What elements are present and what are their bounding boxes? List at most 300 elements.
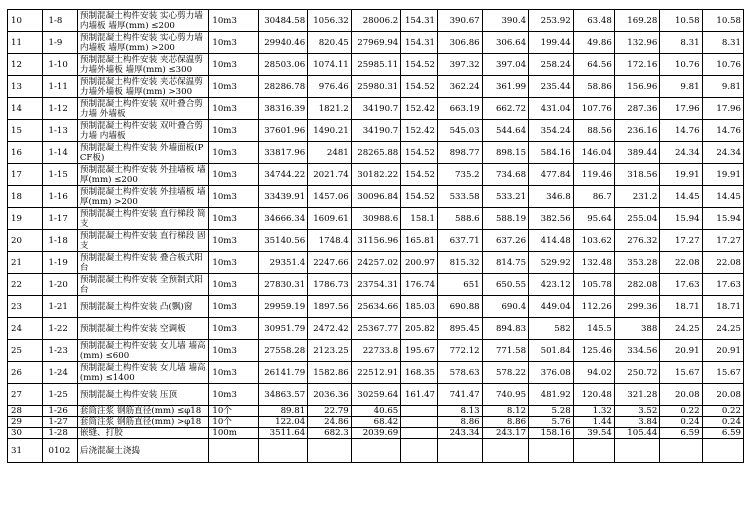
value-cell: 38316.39 — [258, 98, 308, 120]
row-index: 17 — [8, 164, 43, 186]
value-cell: 29959.19 — [258, 296, 308, 318]
value-cell: 34863.57 — [258, 384, 308, 406]
value-cell: 24.25 — [702, 318, 743, 340]
value-cell: 169.28 — [614, 10, 660, 32]
value-cell: 637.26 — [482, 230, 528, 252]
value-cell: 15.94 — [660, 208, 702, 230]
table-row — [8, 296, 744, 318]
item-name: 套筒注浆 钢筋直径(mm) >φ18 — [77, 417, 209, 428]
value-cell: 2021.74 — [308, 164, 352, 186]
item-name: 预制混凝土构件安装 直行梯段 简支 — [77, 208, 209, 230]
value-cell: 682.3 — [308, 428, 352, 439]
value-cell: 650.55 — [482, 274, 528, 296]
row-index: 10 — [8, 10, 43, 32]
value-cell: 34190.7 — [351, 120, 401, 142]
value-cell: 39.54 — [573, 428, 614, 439]
value-cell: 8.86 — [438, 417, 483, 428]
item-name: 预制混凝土构件安装 凸(飘)窗 — [77, 296, 209, 318]
value-cell: 156.96 — [614, 76, 660, 98]
value-cell: 63.48 — [573, 10, 614, 32]
value-cell: 423.12 — [529, 274, 574, 296]
value-cell: 24.25 — [660, 318, 702, 340]
item-name: 预制混凝土构件安装 双叶叠合剪力墙 内墙板 — [77, 120, 209, 142]
value-cell: 1748.4 — [308, 230, 352, 252]
value-cell: 231.2 — [614, 186, 660, 208]
value-cell: 14.45 — [702, 186, 743, 208]
item-name: 预制混凝土构件安装 全预制式阳台 — [77, 274, 209, 296]
value-cell: 1056.32 — [308, 10, 352, 32]
value-cell: 389.44 — [614, 142, 660, 164]
quota-code: 1-9 — [42, 32, 77, 54]
value-cell: 34744.22 — [258, 164, 308, 186]
table-row — [8, 186, 744, 208]
item-name: 预制混凝土构件安装 外墙面板(PCF板) — [77, 142, 209, 164]
item-name: 预制混凝土构件安装 女儿墙 墙高(mm) ≤1400 — [77, 362, 209, 384]
value-cell: 10.58 — [702, 10, 743, 32]
quota-table — [7, 9, 744, 463]
value-cell: 6.59 — [702, 428, 743, 439]
value-cell: 28265.88 — [351, 142, 401, 164]
value-cell: 236.16 — [614, 120, 660, 142]
value-cell: 8.13 — [438, 406, 483, 417]
value-cell: 2123.25 — [308, 340, 352, 362]
value-cell: 578.22 — [482, 362, 528, 384]
value-cell: 2039.69 — [351, 428, 401, 439]
table-row — [8, 98, 744, 120]
value-cell: 354.24 — [529, 120, 574, 142]
value-cell: 306.86 — [438, 32, 483, 54]
value-cell: 814.75 — [482, 252, 528, 274]
row-index: 28 — [8, 406, 43, 417]
row-index: 30 — [8, 428, 43, 439]
value-cell: 19.91 — [660, 164, 702, 186]
value-cell: 195.67 — [401, 340, 438, 362]
value-cell: 17.96 — [660, 98, 702, 120]
value-cell: 3.84 — [614, 417, 660, 428]
value-cell: 154.52 — [401, 186, 438, 208]
value-cell: 24.86 — [308, 417, 352, 428]
quota-code: 1-18 — [42, 230, 77, 252]
value-cell: 0.24 — [702, 417, 743, 428]
value-cell: 741.47 — [438, 384, 483, 406]
value-cell — [308, 439, 352, 463]
unit: 10m3 — [209, 186, 258, 208]
value-cell: 243.17 — [482, 428, 528, 439]
value-cell: 28006.2 — [351, 10, 401, 32]
value-cell: 690.4 — [482, 296, 528, 318]
unit: 10m3 — [209, 384, 258, 406]
value-cell: 250.72 — [614, 362, 660, 384]
value-cell: 8.12 — [482, 406, 528, 417]
item-name: 预制混凝土构件安装 外挂墙板 墙厚(mm) ≤200 — [77, 164, 209, 186]
table-row — [8, 362, 744, 384]
quota-code: 1-22 — [42, 318, 77, 340]
value-cell: 30951.79 — [258, 318, 308, 340]
value-cell: 25634.66 — [351, 296, 401, 318]
value-cell: 165.81 — [401, 230, 438, 252]
row-index: 15 — [8, 120, 43, 142]
row-index: 31 — [8, 439, 43, 463]
value-cell: 1074.11 — [308, 54, 352, 76]
value-cell: 362.24 — [438, 76, 483, 98]
value-cell: 20.08 — [702, 384, 743, 406]
value-cell: 33817.96 — [258, 142, 308, 164]
unit — [209, 439, 258, 463]
value-cell: 3511.64 — [258, 428, 308, 439]
value-cell: 154.31 — [401, 10, 438, 32]
value-cell: 5.28 — [529, 406, 574, 417]
value-cell: 29351.4 — [258, 252, 308, 274]
value-cell: 376.08 — [529, 362, 574, 384]
value-cell: 390.4 — [482, 10, 528, 32]
value-cell: 588.6 — [438, 208, 483, 230]
value-cell: 205.82 — [401, 318, 438, 340]
table-row — [8, 142, 744, 164]
quota-code: 1-15 — [42, 164, 77, 186]
unit: 10m3 — [209, 252, 258, 274]
value-cell: 31156.96 — [351, 230, 401, 252]
value-cell: 28286.78 — [258, 76, 308, 98]
value-cell: 22.79 — [308, 406, 352, 417]
item-name: 预制混凝土构件安装 直行梯段 固支 — [77, 230, 209, 252]
table-row — [8, 318, 744, 340]
unit: 10m3 — [209, 208, 258, 230]
value-cell: 3.52 — [614, 406, 660, 417]
row-index: 25 — [8, 340, 43, 362]
quota-code: 1-8 — [42, 10, 77, 32]
value-cell: 27830.31 — [258, 274, 308, 296]
value-cell: 582 — [529, 318, 574, 340]
value-cell: 306.64 — [482, 32, 528, 54]
unit: 100m — [209, 428, 258, 439]
value-cell: 0.22 — [702, 406, 743, 417]
value-cell: 361.99 — [482, 76, 528, 98]
quota-code: 1-26 — [42, 406, 77, 417]
row-index: 20 — [8, 230, 43, 252]
value-cell: 154.52 — [401, 76, 438, 98]
unit: 10m3 — [209, 142, 258, 164]
value-cell: 1582.86 — [308, 362, 352, 384]
value-cell: 258.24 — [529, 54, 574, 76]
value-cell: 30259.64 — [351, 384, 401, 406]
value-cell: 1786.73 — [308, 274, 352, 296]
value-cell: 318.56 — [614, 164, 660, 186]
value-cell: 1.32 — [573, 406, 614, 417]
value-cell: 501.84 — [529, 340, 574, 362]
table-row — [8, 54, 744, 76]
value-cell — [401, 439, 438, 463]
value-cell: 89.81 — [258, 406, 308, 417]
unit: 10m3 — [209, 32, 258, 54]
value-cell: 243.34 — [438, 428, 483, 439]
value-cell: 22733.8 — [351, 340, 401, 362]
table-row — [8, 32, 744, 54]
value-cell: 146.04 — [573, 142, 614, 164]
unit: 10m3 — [209, 296, 258, 318]
value-cell: 772.12 — [438, 340, 483, 362]
value-cell: 255.04 — [614, 208, 660, 230]
value-cell: 30484.58 — [258, 10, 308, 32]
value-cell: 533.21 — [482, 186, 528, 208]
value-cell: 14.76 — [660, 120, 702, 142]
value-cell: 584.16 — [529, 142, 574, 164]
quota-code: 1-10 — [42, 54, 77, 76]
item-name: 套筒注浆 钢筋直径(mm) ≤φ18 — [77, 406, 209, 417]
table-row — [8, 340, 744, 362]
value-cell: 390.67 — [438, 10, 483, 32]
quota-code: 1-21 — [42, 296, 77, 318]
value-cell: 253.92 — [529, 10, 574, 32]
value-cell: 1.44 — [573, 417, 614, 428]
value-cell — [482, 439, 528, 463]
row-index: 13 — [8, 76, 43, 98]
value-cell: 9.81 — [660, 76, 702, 98]
value-cell: 477.84 — [529, 164, 574, 186]
value-cell: 95.64 — [573, 208, 614, 230]
value-cell: 481.92 — [529, 384, 574, 406]
quota-code: 1-27 — [42, 417, 77, 428]
value-cell: 0.22 — [660, 406, 702, 417]
value-cell: 154.52 — [401, 164, 438, 186]
value-cell: 64.56 — [573, 54, 614, 76]
value-cell: 200.97 — [401, 252, 438, 274]
value-cell: 544.64 — [482, 120, 528, 142]
value-cell: 88.56 — [573, 120, 614, 142]
value-cell — [660, 439, 702, 463]
value-cell: 321.28 — [614, 384, 660, 406]
value-cell: 734.68 — [482, 164, 528, 186]
value-cell: 49.86 — [573, 32, 614, 54]
value-cell: 334.56 — [614, 340, 660, 362]
value-cell: 588.19 — [482, 208, 528, 230]
value-cell: 19.91 — [702, 164, 743, 186]
value-cell: 25980.31 — [351, 76, 401, 98]
value-cell: 353.28 — [614, 252, 660, 274]
value-cell — [401, 406, 438, 417]
value-cell: 105.78 — [573, 274, 614, 296]
value-cell — [702, 439, 743, 463]
value-cell: 107.76 — [573, 98, 614, 120]
unit: 10m3 — [209, 164, 258, 186]
table-row — [8, 230, 744, 252]
value-cell: 145.5 — [573, 318, 614, 340]
table-row — [8, 164, 744, 186]
value-cell: 22.08 — [660, 252, 702, 274]
table-row — [8, 120, 744, 142]
value-cell: 68.42 — [351, 417, 401, 428]
value-cell: 431.04 — [529, 98, 574, 120]
value-cell: 24.34 — [702, 142, 743, 164]
value-cell: 1821.2 — [308, 98, 352, 120]
quota-code: 1-24 — [42, 362, 77, 384]
value-cell: 17.96 — [702, 98, 743, 120]
value-cell: 2472.42 — [308, 318, 352, 340]
value-cell: 663.19 — [438, 98, 483, 120]
value-cell: 8.31 — [660, 32, 702, 54]
table-row — [8, 252, 744, 274]
value-cell: 1457.06 — [308, 186, 352, 208]
value-cell: 8.86 — [482, 417, 528, 428]
value-cell: 30182.22 — [351, 164, 401, 186]
value-cell: 815.32 — [438, 252, 483, 274]
table-row — [8, 417, 744, 428]
value-cell: 30988.6 — [351, 208, 401, 230]
value-cell: 662.72 — [482, 98, 528, 120]
row-index: 11 — [8, 32, 43, 54]
value-cell: 37601.96 — [258, 120, 308, 142]
quota-code: 0102 — [42, 439, 77, 463]
value-cell: 27558.28 — [258, 340, 308, 362]
row-index: 12 — [8, 54, 43, 76]
quota-code: 1-28 — [42, 428, 77, 439]
value-cell: 5.76 — [529, 417, 574, 428]
value-cell — [529, 439, 574, 463]
unit: 10m3 — [209, 340, 258, 362]
value-cell: 9.81 — [702, 76, 743, 98]
value-cell: 22512.91 — [351, 362, 401, 384]
value-cell: 740.95 — [482, 384, 528, 406]
value-cell: 199.44 — [529, 32, 574, 54]
unit: 10个 — [209, 417, 258, 428]
value-cell: 40.65 — [351, 406, 401, 417]
value-cell: 282.08 — [614, 274, 660, 296]
quota-code: 1-11 — [42, 76, 77, 98]
value-cell: 20.91 — [660, 340, 702, 362]
value-cell: 346.8 — [529, 186, 574, 208]
quota-code: 1-23 — [42, 340, 77, 362]
quota-code: 1-12 — [42, 98, 77, 120]
value-cell: 1609.61 — [308, 208, 352, 230]
value-cell: 172.16 — [614, 54, 660, 76]
value-cell: 449.04 — [529, 296, 574, 318]
value-cell: 24.34 — [660, 142, 702, 164]
quota-code: 1-20 — [42, 274, 77, 296]
item-name: 预制混凝土构件安装 双叶叠合剪力墙 外墙板 — [77, 98, 209, 120]
value-cell — [401, 428, 438, 439]
value-cell: 0.24 — [660, 417, 702, 428]
row-index: 18 — [8, 186, 43, 208]
value-cell: 414.48 — [529, 230, 574, 252]
value-cell: 1897.56 — [308, 296, 352, 318]
value-cell: 2247.66 — [308, 252, 352, 274]
value-cell: 154.52 — [401, 142, 438, 164]
value-cell — [351, 439, 401, 463]
value-cell: 132.48 — [573, 252, 614, 274]
value-cell: 388 — [614, 318, 660, 340]
value-cell: 105.44 — [614, 428, 660, 439]
value-cell: 29940.46 — [258, 32, 308, 54]
value-cell: 168.35 — [401, 362, 438, 384]
value-cell: 976.46 — [308, 76, 352, 98]
value-cell: 299.36 — [614, 296, 660, 318]
value-cell: 771.58 — [482, 340, 528, 362]
value-cell: 17.63 — [660, 274, 702, 296]
value-cell: 122.04 — [258, 417, 308, 428]
value-cell: 25367.77 — [351, 318, 401, 340]
unit: 10m3 — [209, 98, 258, 120]
value-cell: 33439.91 — [258, 186, 308, 208]
value-cell: 17.27 — [660, 230, 702, 252]
item-name: 预制混凝土构件安装 空调板 — [77, 318, 209, 340]
value-cell: 17.27 — [702, 230, 743, 252]
unit: 10m3 — [209, 120, 258, 142]
value-cell: 20.91 — [702, 340, 743, 362]
value-cell — [401, 417, 438, 428]
table-row — [8, 428, 744, 439]
row-index: 26 — [8, 362, 43, 384]
value-cell: 86.7 — [573, 186, 614, 208]
value-cell: 185.03 — [401, 296, 438, 318]
item-name: 预制混凝土构件安装 实心剪力墙 内墙板 墙厚(mm) >200 — [77, 32, 209, 54]
value-cell: 637.71 — [438, 230, 483, 252]
value-cell: 17.63 — [702, 274, 743, 296]
value-cell: 125.46 — [573, 340, 614, 362]
row-index: 16 — [8, 142, 43, 164]
value-cell: 103.62 — [573, 230, 614, 252]
value-cell: 27969.94 — [351, 32, 401, 54]
value-cell: 35140.56 — [258, 230, 308, 252]
value-cell: 382.56 — [529, 208, 574, 230]
value-cell: 30096.84 — [351, 186, 401, 208]
value-cell: 154.31 — [401, 32, 438, 54]
value-cell: 895.45 — [438, 318, 483, 340]
value-cell: 545.03 — [438, 120, 483, 142]
value-cell: 25985.11 — [351, 54, 401, 76]
value-cell: 690.88 — [438, 296, 483, 318]
value-cell — [438, 439, 483, 463]
value-cell: 154.52 — [401, 54, 438, 76]
value-cell — [614, 439, 660, 463]
quota-code: 1-17 — [42, 208, 77, 230]
value-cell: 20.08 — [660, 384, 702, 406]
value-cell: 15.67 — [660, 362, 702, 384]
row-index: 14 — [8, 98, 43, 120]
value-cell: 14.76 — [702, 120, 743, 142]
quota-code: 1-25 — [42, 384, 77, 406]
value-cell: 18.71 — [702, 296, 743, 318]
item-name: 预制混凝土构件安装 压顶 — [77, 384, 209, 406]
item-name: 预制混凝土构件安装 夹芯保温剪力墙外墙板 墙厚(mm) ≤300 — [77, 54, 209, 76]
row-index: 22 — [8, 274, 43, 296]
value-cell: 26141.79 — [258, 362, 308, 384]
value-cell: 58.86 — [573, 76, 614, 98]
row-index: 23 — [8, 296, 43, 318]
value-cell: 119.46 — [573, 164, 614, 186]
table-row — [8, 406, 744, 417]
table-row — [8, 439, 744, 463]
value-cell: 235.44 — [529, 76, 574, 98]
value-cell: 34190.7 — [351, 98, 401, 120]
item-name: 预制混凝土构件安装 夹芯保温剪力墙外墙板 墙厚(mm) >300 — [77, 76, 209, 98]
value-cell: 2036.36 — [308, 384, 352, 406]
table-row — [8, 208, 744, 230]
value-cell: 8.31 — [702, 32, 743, 54]
unit: 10个 — [209, 406, 258, 417]
unit: 10m3 — [209, 362, 258, 384]
value-cell: 397.32 — [438, 54, 483, 76]
value-cell: 176.74 — [401, 274, 438, 296]
quota-code: 1-14 — [42, 142, 77, 164]
item-name: 嵌缝、打胶 — [77, 428, 209, 439]
value-cell: 287.36 — [614, 98, 660, 120]
value-cell: 533.58 — [438, 186, 483, 208]
value-cell: 158.16 — [529, 428, 574, 439]
quota-code: 1-13 — [42, 120, 77, 142]
value-cell — [573, 439, 614, 463]
value-cell: 1490.21 — [308, 120, 352, 142]
value-cell: 152.42 — [401, 120, 438, 142]
value-cell: 24257.02 — [351, 252, 401, 274]
